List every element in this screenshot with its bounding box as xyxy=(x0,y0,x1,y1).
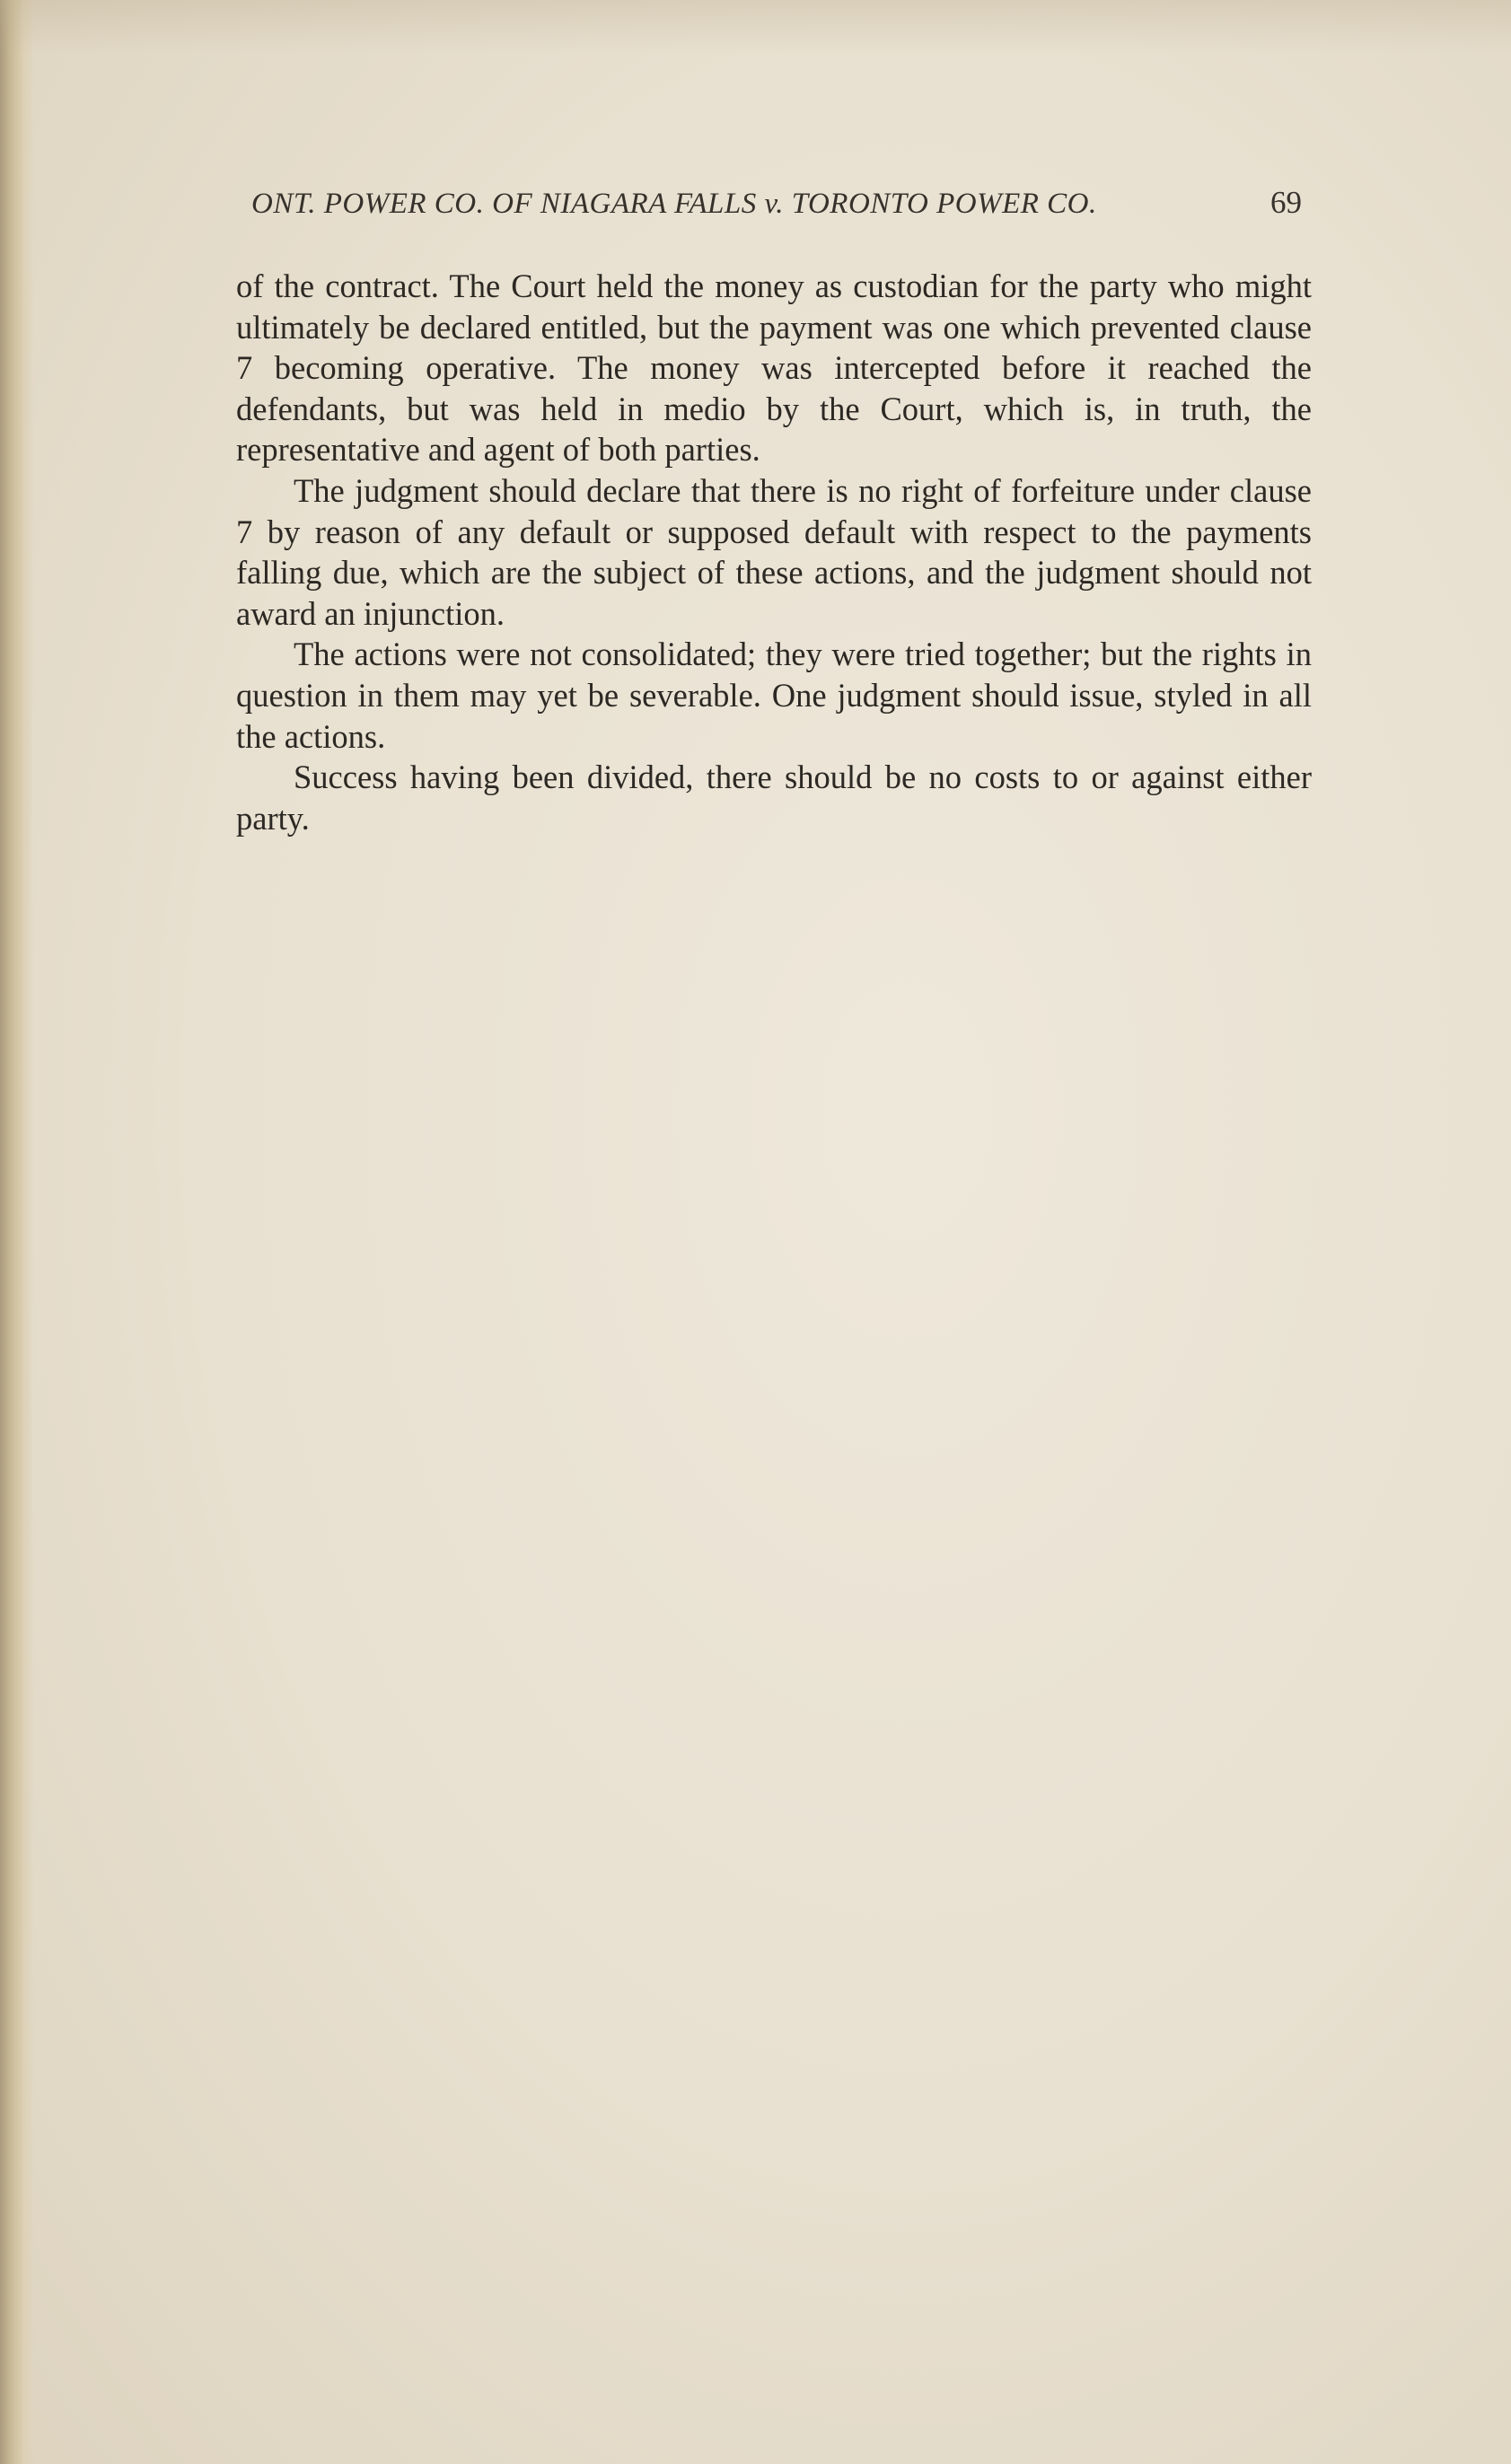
page-number: 69 xyxy=(1270,185,1302,220)
body-text xyxy=(236,266,1312,838)
binding-edge xyxy=(0,0,34,2464)
paragraph-judgment: The judgment should declare that there is no right of forfeiture under clause 7 by reason of any default or supposed default with respect to the payments falling due, which are the subject of these actions, and the judgment should not award an injunction. xyxy=(236,471,1312,632)
running-head xyxy=(251,185,1302,230)
paragraph-continuation: of the contract. The Court held the money as custodian for the party who might ultimately be declared entitled, but the payment was one which prevented clause 7 becoming operative. The money was intercepted before it reached the defendants, but was held in medio by the Court, which is, in truth, the representative and agent of both parties. xyxy=(236,267,1312,469)
running-title: ONT. POWER CO. OF NIAGARA FALLS v. TORONTO POWER CO. xyxy=(251,188,1097,220)
top-shade xyxy=(0,0,1511,54)
paragraph-costs: Success having been divided, there should be no costs to or against either party. xyxy=(236,758,1312,837)
paragraph-actions: The actions were not consolidated; they were tried together; but the rights in question in them may yet be severable. One judgment should issue, styled in all the actions. xyxy=(236,636,1312,755)
